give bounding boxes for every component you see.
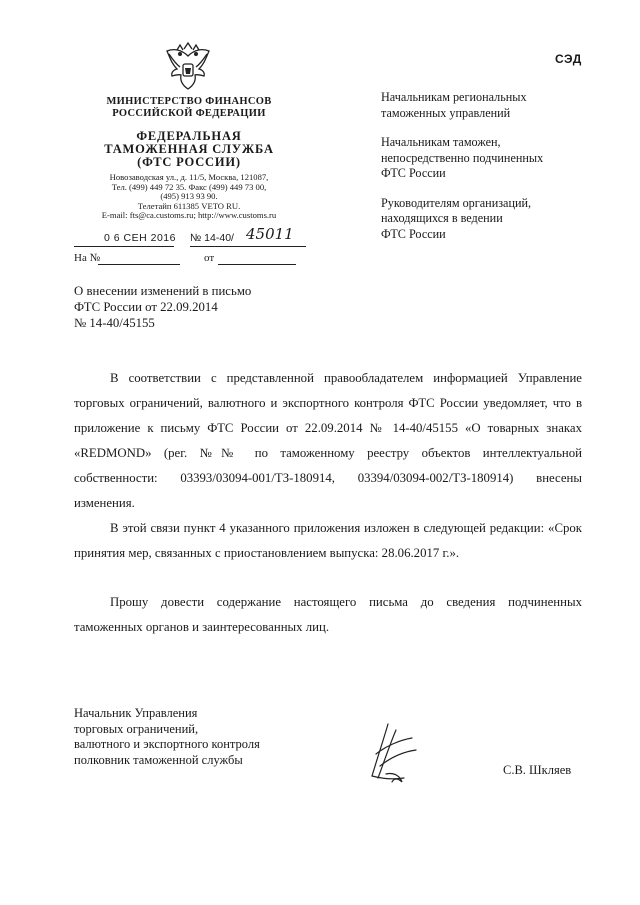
body-paragraph-1: В соответствии с представленной правообладателем информацией Управление торговых ограничений, валютного и экспортного контроля ФТС России уведомляет, что в приложение к письму ФТС России от 22.09.2014 № 14-40/45155 «О товарных знаках «REDMOND» (рег. №№ по таможенному реестру объектов интеллектуальной собственности: 03393/03094-001/ТЗ-180914, 03394/03094-002/ТЗ-180914) внесены изменения. [74, 371, 582, 510]
coat-of-arms-icon [163, 42, 213, 94]
signer-position: Начальник Управления торговых ограничений, валютного и экспортного контроля полковник таможенной службы [74, 706, 260, 768]
ref-number-label: На № [74, 252, 101, 264]
number-underline [190, 246, 306, 247]
ref-date-label: от [204, 252, 215, 264]
letter-body [74, 366, 582, 640]
ref-number-blank [98, 264, 180, 265]
ministry-name: МИНИСТЕРСТВО ФИНАНСОВ РОССИЙСКОЙ ФЕДЕРАЦИИ [106, 96, 272, 119]
registration-line [74, 225, 314, 250]
addressee-customs: Начальникам таможен, непосредственно подчиненных ФТС России [381, 135, 544, 180]
handwritten-signature [366, 716, 426, 786]
addressee-block [381, 90, 543, 256]
body-paragraph-3: Прошу довести содержание настоящего письма до сведения подчиненных таможенных органов и заинтересованных лиц. [74, 595, 582, 634]
sed-mark: СЭД [555, 52, 582, 66]
registration-number-handwritten: 45011 [246, 225, 294, 243]
signer-name: С.В. Шкляев [503, 763, 572, 777]
date-underline [74, 246, 174, 247]
addressee-organizations: Руководителям организаций, находящихся в ведении ФТС России [381, 195, 532, 241]
registration-date: 0 6 СЕН 2016 [104, 232, 176, 244]
contact-details: Новозаводская ул., д. 11/5, Москва, 121087, Тел. (499) 449 72 35. Факс (499) 449 73 00, (495) 913 93 90. Телетайп 611385 VETO RU. E-mail: fts@ca.customs.ru; http://www.customs.ru [101, 172, 277, 221]
service-name: ФЕДЕРАЛЬНАЯ ТАМОЖЕННАЯ СЛУЖБА (ФТС РОССИИ) [104, 129, 274, 169]
letter-subject: О внесении изменений в письмо ФТС России от 22.09.2014 № 14-40/45155 [74, 284, 252, 330]
registration-number: № 14-40/ [190, 232, 234, 244]
body-paragraph-2: В этой связи пункт 4 указанного приложения изложен в следующей редакции: «Срок принятия мер, связанных с приостановлением выпуска: 28.06.2017 г.». [74, 521, 582, 560]
addressee-regional: Начальникам региональных таможенных управлений [381, 90, 527, 120]
ref-date-blank [218, 264, 296, 265]
